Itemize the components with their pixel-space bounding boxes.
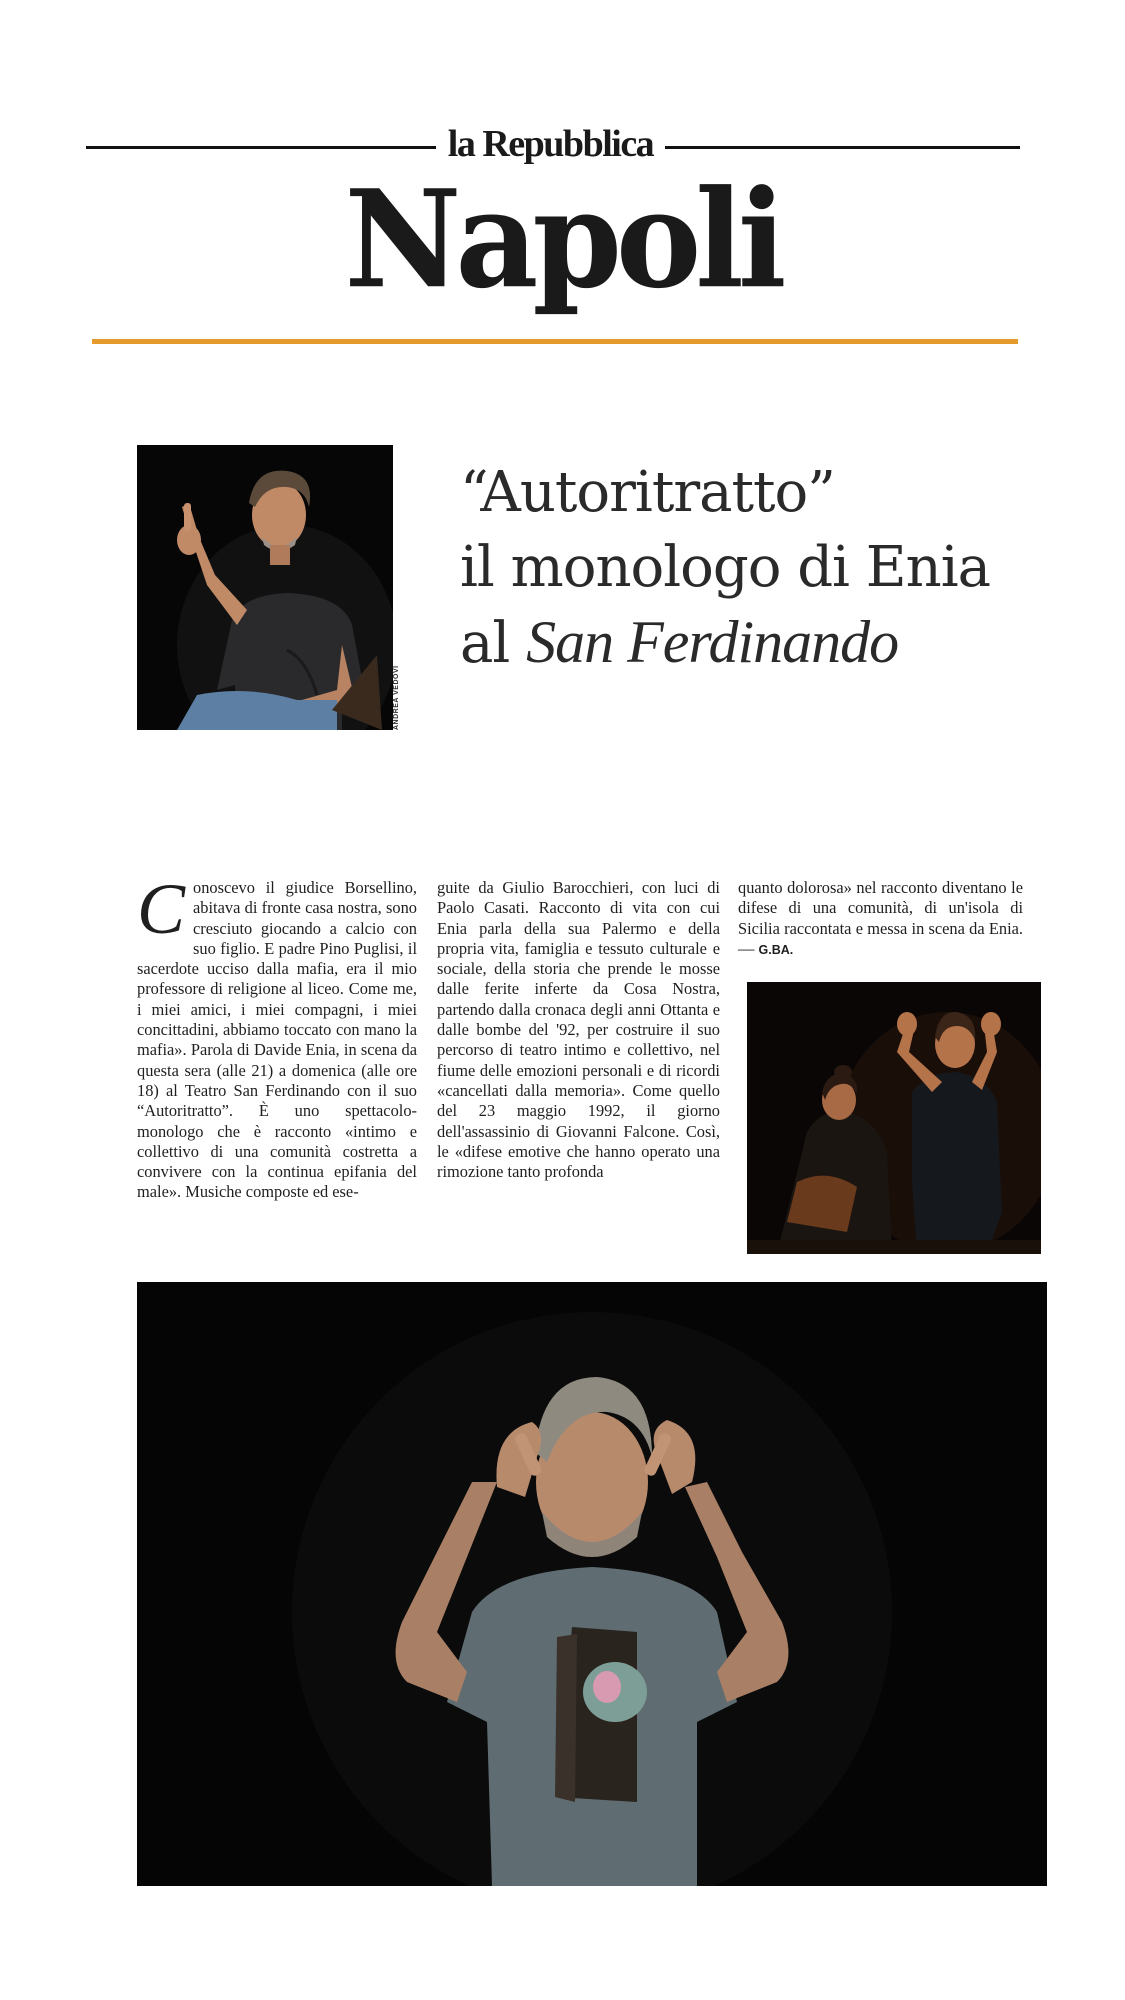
section-title: Napoli	[344, 161, 781, 319]
masthead-rule-left	[86, 146, 436, 149]
masthead-rule-right	[665, 146, 1020, 149]
byline-signature: G.BA.	[758, 942, 794, 957]
photo-credit: ANDREA VEDOVI	[393, 665, 400, 730]
article-column-1-text: onoscevo il giudice Borsellino, abitava di fronte casa nostra, sono cresciuto giocando a calcio con suo figlio. E padre Pino Puglisi, il sacerdote ucciso dalla mafia, era il mio professore di religione al liceo. Come me, i miei amici, i miei compagni, i miei concittadini, abbiamo toccato con mano la mafia». Parola di Davide Enia, in scena da questa sera (alle 21) a domenica (alle ore 18) al Teatro San Ferdinando con il suo “Autoritratto”. È uno spettacolo-monologo che è racconto «intimo e collettivo di una comunità costretta a convivere con la continua epifania del male». Musiche composte ed ese-	[137, 878, 417, 1202]
headline-line-2: il monologo di Enia	[460, 535, 991, 600]
article-column-1	[137, 869, 417, 1203]
dropcap: C	[137, 869, 186, 949]
headline-line-3	[460, 605, 1060, 681]
article-column-3	[738, 878, 1023, 960]
article-column-3-text: quanto dolorosa» nel racconto diventano le difese di una comunità, di un'isola di Sicilia raccontata e messa in scena da Enia. —	[738, 878, 1023, 958]
headline-line-3-script: San Ferdinando	[526, 609, 899, 675]
headline-line-1: “Autoritratto”	[460, 460, 835, 525]
stage-photo-musician	[747, 982, 1041, 1254]
portrait-photo	[137, 445, 393, 730]
headline	[460, 455, 1060, 681]
brand-logo: la Repubblica	[447, 123, 654, 165]
section-accent-rule	[92, 339, 1018, 344]
article-column-2	[437, 878, 720, 1182]
article-column-2-text: guite da Giulio Barocchieri, con luci di Paolo Casati. Racconto di vita con cui Enia parla della sua Palermo e della propria vita, famiglia e tessuto culturale e sociale, della storia che prende le mosse dalle ferite inferte da Cosa Nostra, partendo dalla cronaca degli anni Ottanta e dalle bombe del '92, per costruire il suo percorso di teatro intimo e collettivo, nel fiume delle emozioni personali e di ricordi «cancellati dalla memoria». Come quello del 23 maggio 1992, il giorno dell'assassinio di Giovanni Falcone. Così, le «difese emotive che hanno operato una rimozione tanto profonda	[437, 878, 720, 1182]
performer-large-photo	[137, 1282, 1047, 1886]
headline-line-3-prefix: al	[460, 611, 510, 676]
